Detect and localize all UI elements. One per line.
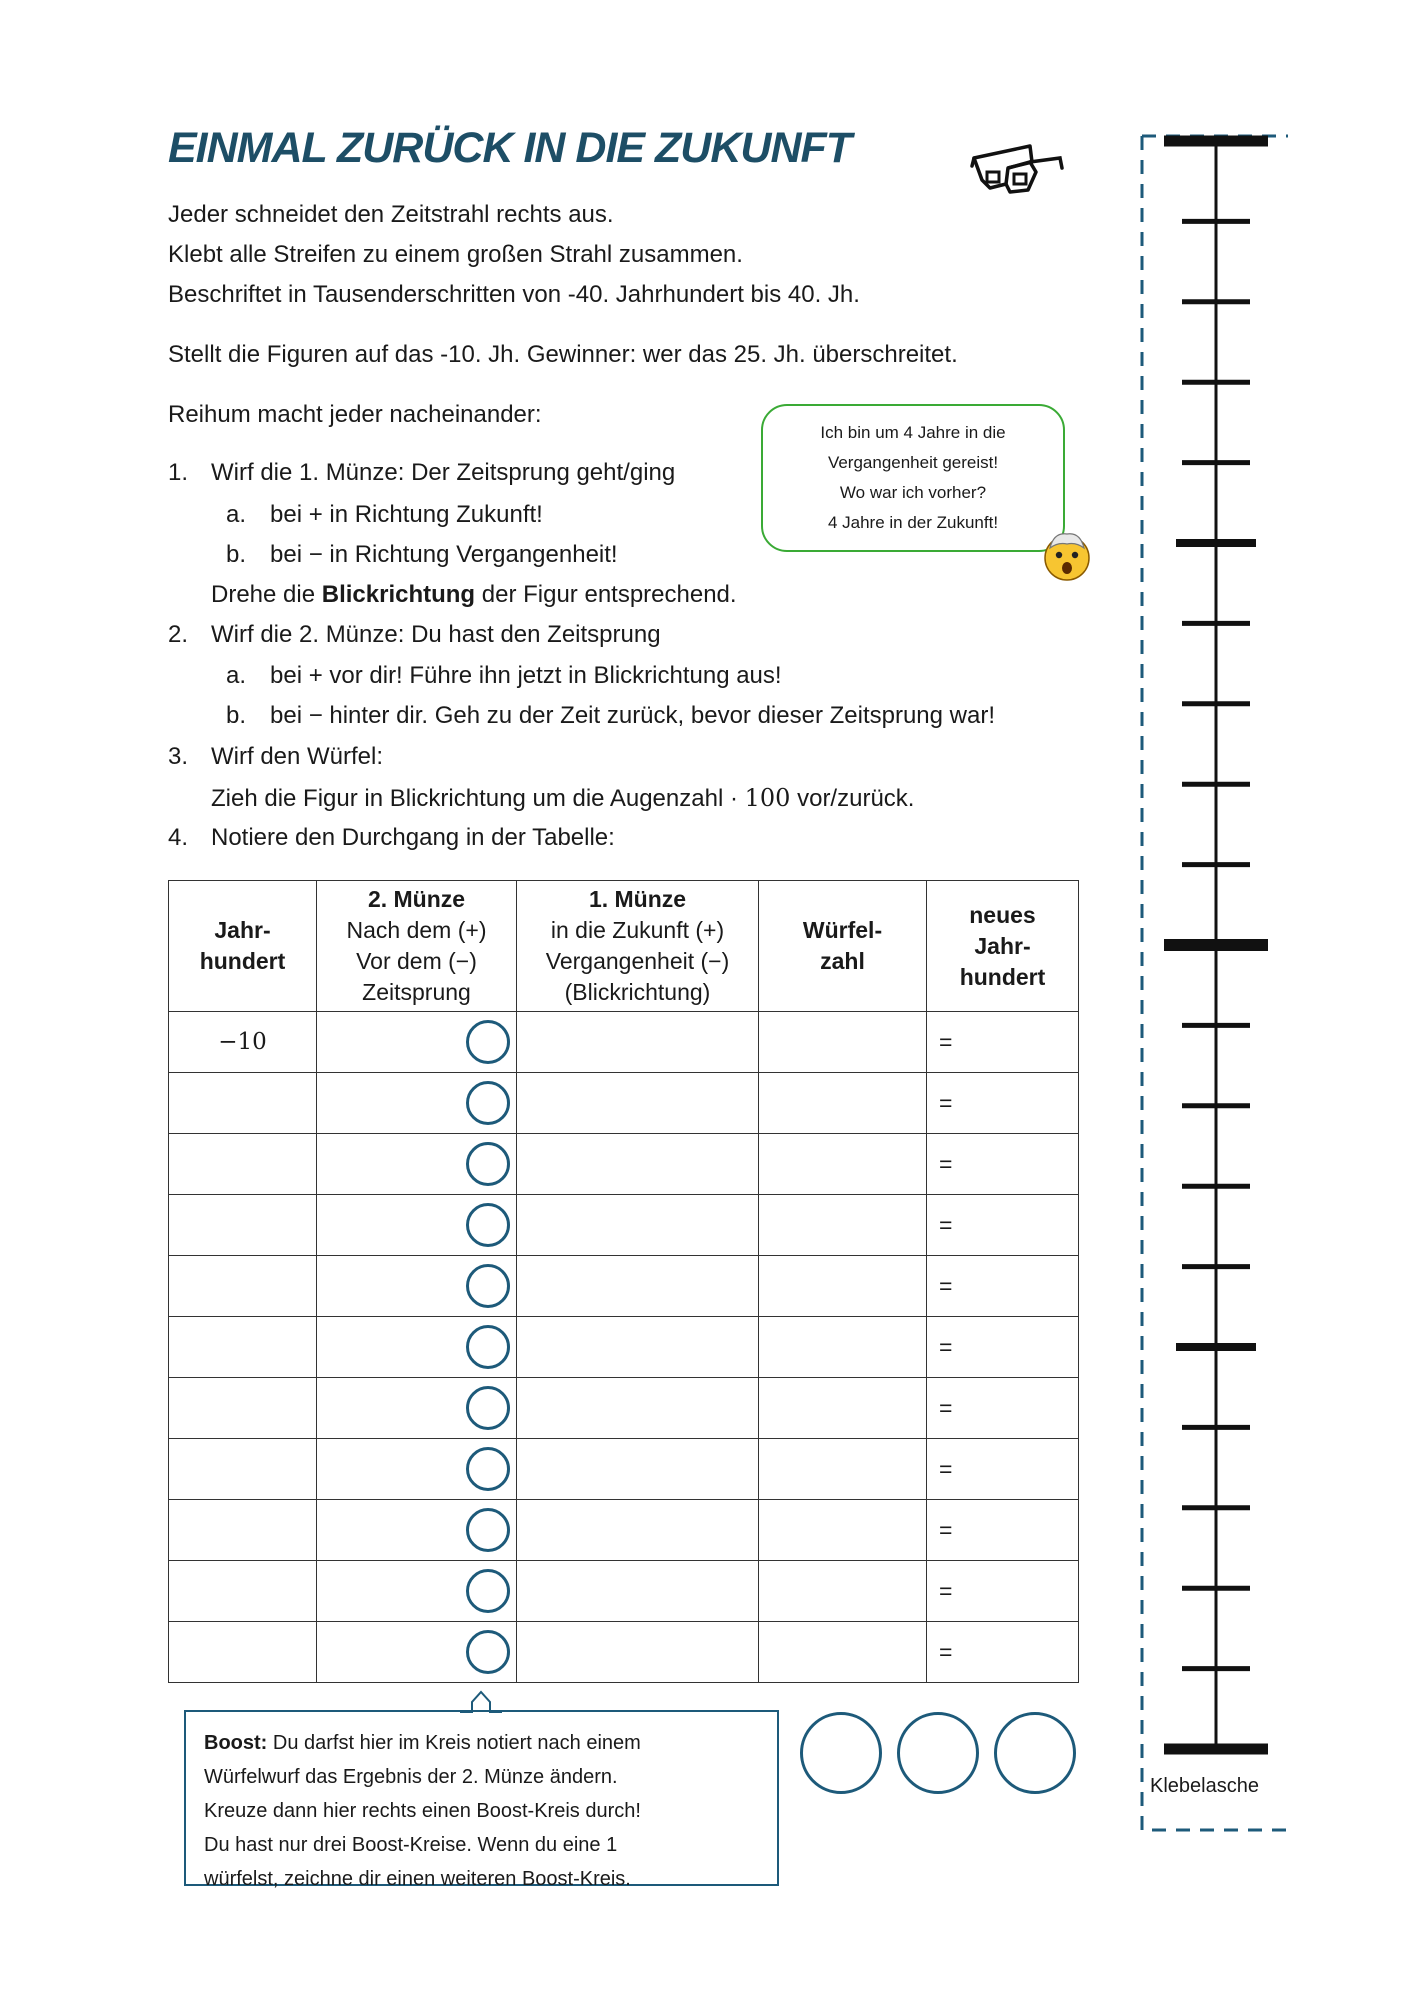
cell-coin-1[interactable] (517, 1439, 759, 1500)
cell-dice[interactable] (759, 1622, 927, 1683)
header-new-century-3: hundert (959, 963, 1046, 990)
cell-century[interactable] (169, 1561, 317, 1622)
cell-new-century[interactable]: = (927, 1378, 1079, 1439)
header-new-century-2: Jahr- (974, 932, 1031, 959)
header-coin-2-title: 2. Münze (367, 886, 466, 912)
cell-new-century[interactable]: = (927, 1561, 1079, 1622)
header-coin-1-title: 1. Münze (588, 886, 687, 912)
boost-line-2: Würfelwurf das Ergebnis der 2. Münze ändern. (204, 1766, 618, 1788)
boost-circle-1[interactable] (800, 1712, 882, 1794)
cell-coin-1[interactable] (517, 1195, 759, 1256)
cell-coin-2[interactable] (317, 1317, 517, 1378)
coin-circle[interactable] (466, 1020, 510, 1064)
cell-coin-2[interactable] (317, 1073, 517, 1134)
cell-dice[interactable] (759, 1073, 927, 1134)
cell-century[interactable] (169, 1317, 317, 1378)
header-dice-2: zahl (820, 948, 865, 974)
header-coin-1-line-3: (Blickrichtung) (564, 979, 711, 1005)
table-row (169, 1256, 1079, 1317)
coin-circle[interactable] (466, 1203, 510, 1247)
step-2b-letter: b. (226, 702, 247, 729)
table-row (169, 1378, 1079, 1439)
cell-dice[interactable] (759, 1561, 927, 1622)
cell-coin-2[interactable] (317, 1195, 517, 1256)
header-coin-2 (317, 881, 517, 1012)
cell-coin-1[interactable] (517, 1134, 759, 1195)
shocked-face-icon (1040, 528, 1094, 582)
step-3-note (211, 783, 914, 814)
header-coin-1-line-1: in die Zukunft (+) (550, 917, 725, 943)
boost-line-1-text: Du darfst hier im Kreis notiert nach einem (267, 1732, 641, 1754)
cell-coin-2[interactable] (317, 1500, 517, 1561)
step-3-note-post: vor/zurück. (790, 785, 915, 812)
cell-new-century[interactable]: = (927, 1256, 1079, 1317)
cell-coin-1[interactable] (517, 1256, 759, 1317)
cell-century[interactable] (169, 1073, 317, 1134)
cell-dice[interactable] (759, 1195, 927, 1256)
coin-circle[interactable] (466, 1325, 510, 1369)
turn-intro: Reihum macht jeder nacheinander: (168, 401, 542, 428)
step-1-number: 1. (168, 459, 189, 486)
cell-coin-2[interactable] (317, 1622, 517, 1683)
cell-coin-1[interactable] (517, 1378, 759, 1439)
boost-circle-3[interactable] (994, 1712, 1076, 1794)
step-1a-text: bei + in Richtung Zukunft! (270, 501, 543, 528)
step-1-note-post: der Figur entsprechend. (475, 581, 737, 608)
cell-coin-1[interactable] (517, 1622, 759, 1683)
cell-new-century[interactable]: = (927, 1622, 1079, 1683)
coin-circle[interactable] (466, 1447, 510, 1491)
step-3-note-number: 100 (744, 784, 791, 812)
header-new-century (927, 881, 1079, 1012)
step-1-text: Wirf die 1. Münze: Der Zeitsprung geht/ging (211, 459, 676, 486)
speech-bubble (761, 404, 1065, 552)
page-title: EINMAL ZURÜCK IN DIE ZUKUNFT (168, 124, 852, 172)
cell-dice[interactable] (759, 1012, 927, 1073)
cell-new-century[interactable]: = (927, 1500, 1079, 1561)
cell-new-century[interactable]: = (927, 1134, 1079, 1195)
cell-coin-2[interactable] (317, 1561, 517, 1622)
header-coin-2-line-1: Nach dem (+) (346, 917, 487, 943)
step-2a-text: bei + vor dir! Führe ihn jetzt in Blickrichtung aus! (270, 662, 782, 689)
step-1-note-bold: Blickrichtung (321, 581, 476, 608)
boost-circle-2[interactable] (897, 1712, 979, 1794)
boost-label: Boost: (204, 1732, 268, 1754)
cell-dice[interactable] (759, 1439, 927, 1500)
boost-line-4: Du hast nur drei Boost-Kreise. Wenn du eine 1 (204, 1834, 618, 1856)
coin-circle[interactable] (466, 1630, 510, 1674)
cell-coin-2[interactable] (317, 1134, 517, 1195)
table-row (169, 1134, 1079, 1195)
step-1-note-pre: Drehe die (211, 581, 322, 608)
cell-century[interactable] (169, 1378, 317, 1439)
step-1-note (211, 580, 737, 610)
bubble-line-2: Vergangenheit gereist! (827, 453, 999, 472)
table-row (169, 1622, 1079, 1683)
cell-coin-1[interactable] (517, 1317, 759, 1378)
header-coin-1-line-2: Vergangenheit (−) (545, 948, 730, 974)
table-row (169, 1500, 1079, 1561)
step-2-number: 2. (168, 621, 189, 648)
step-1b-letter: b. (226, 541, 247, 568)
record-table (168, 880, 1079, 1683)
table-row (169, 1012, 1079, 1073)
cell-new-century[interactable]: = (927, 1439, 1079, 1500)
table-row (169, 1073, 1079, 1134)
cell-century[interactable] (169, 1256, 317, 1317)
header-new-century-1: neues (969, 901, 1036, 928)
intro-line-1: Jeder schneidet den Zeitstrahl rechts aus. (168, 201, 614, 228)
step-2-text: Wirf die 2. Münze: Du hast den Zeitsprung (211, 621, 661, 648)
coin-circle[interactable] (466, 1264, 510, 1308)
bubble-line-3: Wo war ich vorher? (839, 483, 987, 502)
cell-century[interactable] (169, 1195, 317, 1256)
cell-new-century[interactable]: = (927, 1073, 1079, 1134)
cell-dice[interactable] (759, 1134, 927, 1195)
setup-line: Stellt die Figuren auf das -10. Jh. Gewinner: wer das 25. Jh. überschreitet. (168, 341, 958, 368)
header-coin-2-line-2: Vor dem (−) (356, 948, 477, 974)
cell-coin-2[interactable] (317, 1439, 517, 1500)
cell-dice[interactable] (759, 1378, 927, 1439)
header-dice (759, 881, 927, 1012)
cell-dice[interactable] (759, 1500, 927, 1561)
step-4-text: Notiere den Durchgang in der Tabelle: (211, 824, 615, 851)
cell-dice[interactable] (759, 1256, 927, 1317)
step-4-number: 4. (168, 824, 189, 851)
step-2b-text: bei − hinter dir. Geh zu der Zeit zurück, bevor dieser Zeitsprung war! (270, 702, 996, 729)
table-row (169, 1561, 1079, 1622)
cell-new-century[interactable]: = (927, 1012, 1079, 1073)
cell-century[interactable] (169, 1500, 317, 1561)
glue-tab-label: Klebelasche (1150, 1775, 1259, 1797)
coin-circle[interactable] (466, 1142, 510, 1186)
step-3-text: Wirf den Würfel: (211, 743, 384, 770)
header-century-1: Jahr- (214, 917, 271, 943)
header-dice-1: Würfel- (802, 917, 883, 943)
step-1a-letter: a. (226, 501, 247, 528)
boost-line-1 (204, 1726, 777, 1760)
cell-century[interactable] (169, 1622, 317, 1683)
header-coin-2-line-3: Zeitsprung (362, 979, 471, 1005)
step-3-note-pre: Zieh die Figur in Blickrichtung um die Augenzahl · (211, 785, 745, 812)
cell-coin-2[interactable] (317, 1378, 517, 1439)
step-1b-text: bei − in Richtung Vergangenheit! (270, 541, 618, 568)
cell-coin-1[interactable] (517, 1561, 759, 1622)
cell-century[interactable] (169, 1439, 317, 1500)
boost-line-3: Kreuze dann hier rechts einen Boost-Kreis durch! (204, 1800, 641, 1822)
cell-coin-1[interactable] (517, 1500, 759, 1561)
intro-line-3: Beschriftet in Tausenderschritten von -40. Jahrhundert bis 40. Jh. (168, 281, 860, 308)
boost-box (184, 1710, 779, 1890)
cell-coin-2[interactable] (317, 1012, 517, 1073)
cell-new-century[interactable]: = (927, 1195, 1079, 1256)
coin-circle[interactable] (466, 1081, 510, 1125)
timeline-strip (1120, 128, 1300, 1848)
cell-century[interactable] (169, 1134, 317, 1195)
bubble-line-4: 4 Jahre in der Zukunft! (827, 513, 999, 532)
coin-circle[interactable] (466, 1508, 510, 1552)
table-row (169, 1439, 1079, 1500)
coin-circle[interactable] (466, 1386, 510, 1430)
3d-glasses-icon (968, 140, 1068, 202)
cell-coin-1[interactable] (517, 1073, 759, 1134)
bubble-line-1: Ich bin um 4 Jahre in die (820, 423, 1006, 442)
header-century-2: hundert (199, 948, 286, 974)
table-row (169, 1317, 1079, 1378)
boost-line-5: würfelst, zeichne dir einen weiteren Boost-Kreis. (204, 1868, 631, 1890)
step-3-number: 3. (168, 743, 189, 770)
header-century (169, 881, 317, 1012)
intro-line-2: Klebt alle Streifen zu einem großen Strahl zusammen. (168, 241, 743, 268)
cell-new-century[interactable]: = (927, 1317, 1079, 1378)
cell-coin-1[interactable] (517, 1012, 759, 1073)
header-coin-1 (517, 881, 759, 1012)
coin-circle[interactable] (466, 1569, 510, 1613)
step-2a-letter: a. (226, 662, 247, 689)
cell-century[interactable]: −10 (169, 1012, 317, 1073)
table-row (169, 1195, 1079, 1256)
table-header-row (169, 881, 1079, 1012)
cell-coin-2[interactable] (317, 1256, 517, 1317)
cell-dice[interactable] (759, 1317, 927, 1378)
